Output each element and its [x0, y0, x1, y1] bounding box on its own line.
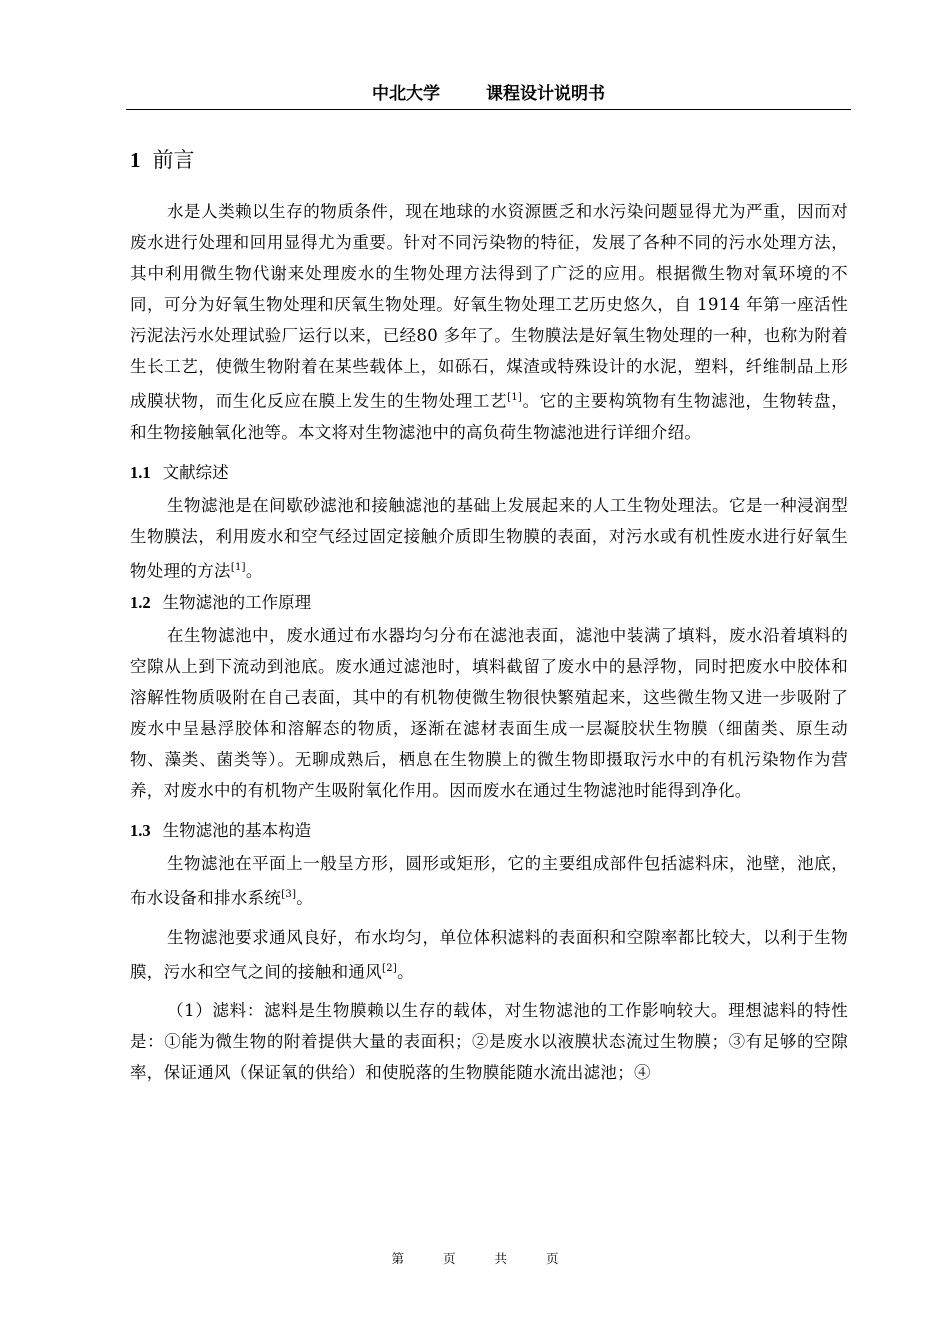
- document-body: [130, 140, 848, 1088]
- citation: [3]: [281, 889, 297, 900]
- section-1-3-heading: [130, 814, 848, 848]
- principle-paragraph: 在生物滤池中，废水通过布水器均匀分布在滤池表面，滤池中装满了填料，废水沿着填料的空隙从上到下流动到池底。废水通过滤池时，填料截留了废水中的悬浮物，同时把废水中胶体和溶解性物质吸附在自己表面，其中的有机物使微生物很快繁殖起来，这些微生物又进一步吸附了废水中呈悬浮胶体和溶解态的物质，逐渐在滤材表面生成一层凝胶状生物膜（细菌类、原生动物、藻类、菌类等）。无聊成熟后，栖息在生物膜上的微生物即摄取污水中的有机污染物作为营养，对废水中的有机物产生吸附氧化作用。因而废水在通过生物滤池时能得到净化。: [130, 626, 848, 800]
- citation: [1]: [507, 392, 523, 403]
- paragraph-text: 水是人类赖以生存的物质条件，现在地球的水资源匮乏和水污染问题显得尤为严重，因而对废水进行处理和回用显得尤为重要。针对不同污染物的特征，发展了各种不同的污水处理方法，其中利用微生物代谢来处理废水的生物处理方法得到了广泛的应用。根据微生物对氧环境的不同，可分为好氧生物处理和厌氧生物处理。好氧生物处理工艺历史悠久，自 1914 年第一座活性污泥法污水处理试验厂运行以来，已经80 多年了。生物膜法是好氧生物处理的一种，也称为附着生长工艺，使微生物附着在某些载体上，如砾石，煤渣或特殊设计的水泥，塑料，纤维制品上形成膜状物，而生化反应在膜上发生的生物处理工艺: [130, 202, 848, 411]
- footer-ye: 页: [442, 1251, 456, 1266]
- paragraph-text: 生物滤池要求通风良好，布水均匀，单位体积滤料的表面积和空隙率都比较大，以利于生物膜，污水和空气之间的接触和通风: [130, 927, 848, 981]
- section-number: 1.1: [130, 462, 151, 482]
- paragraph-text: 生物滤池在平面上一般呈方形，圆形或矩形，它的主要组成部件包括滤料床，池壁，池底，布水设备和排水系统: [130, 854, 848, 908]
- section-number: 1: [130, 148, 141, 172]
- citation: [2]: [382, 962, 398, 974]
- citation: [1]: [230, 561, 246, 573]
- footer-gong: 共: [494, 1251, 508, 1266]
- header-divider: [126, 109, 851, 110]
- section-1-heading: [130, 140, 848, 180]
- paragraph-text-tail: 。它的主要构筑物有生物滤池，生物转盘，和生物接触氧化池等。本文将对生物滤池中的高负荷生物滤池进行详细介绍。: [130, 391, 848, 442]
- page-header: [126, 82, 851, 106]
- section-number: 1.2: [130, 593, 151, 612]
- section-1-2-heading: [130, 586, 848, 620]
- section-title: 文献综述: [162, 462, 229, 482]
- footer-ye: 页: [546, 1251, 559, 1266]
- filter-media-paragraph: （1）滤料：滤料是生物膜赖以生存的载体，对生物滤池的工作影响较大。理想滤料的特性是：①能为微生物的附着提供大量的表面积；②是废水以液膜状态流过生物膜；③有足够的空隙率，保证通风（保证氧的供给）和使脱落的生物膜能随水流出滤池；④: [130, 1001, 848, 1082]
- section-number: 1.3: [130, 821, 151, 840]
- header-doc-type: 课程设计说明书: [486, 84, 605, 104]
- paragraph-text: 生物滤池是在间歇砂滤池和接触滤池的基础上发展起来的人工生物处理法。它是一种浸润型生物膜法，利用废水和空气经过固定接触介质即生物膜的表面，对污水或有机性废水进行好氧生物处理的方法: [130, 495, 848, 580]
- header-school: 中北大学: [372, 84, 440, 104]
- structure-paragraph-1: [130, 848, 848, 914]
- paragraph-text-tail: 。: [296, 888, 314, 908]
- section-1-1-heading: [130, 456, 848, 490]
- structure-paragraph-2: [130, 922, 848, 988]
- section-title: 前言: [152, 148, 195, 172]
- paragraph-text-tail: 。: [245, 561, 263, 580]
- literature-paragraph: [130, 490, 848, 587]
- section-title: 生物滤池的工作原理: [162, 593, 312, 612]
- paragraph-text-tail: 。: [397, 962, 414, 981]
- section-title: 生物滤池的基本构造: [162, 821, 312, 840]
- intro-paragraph: [130, 196, 848, 448]
- footer-di: 第: [391, 1251, 404, 1266]
- page-footer: [0, 1249, 950, 1267]
